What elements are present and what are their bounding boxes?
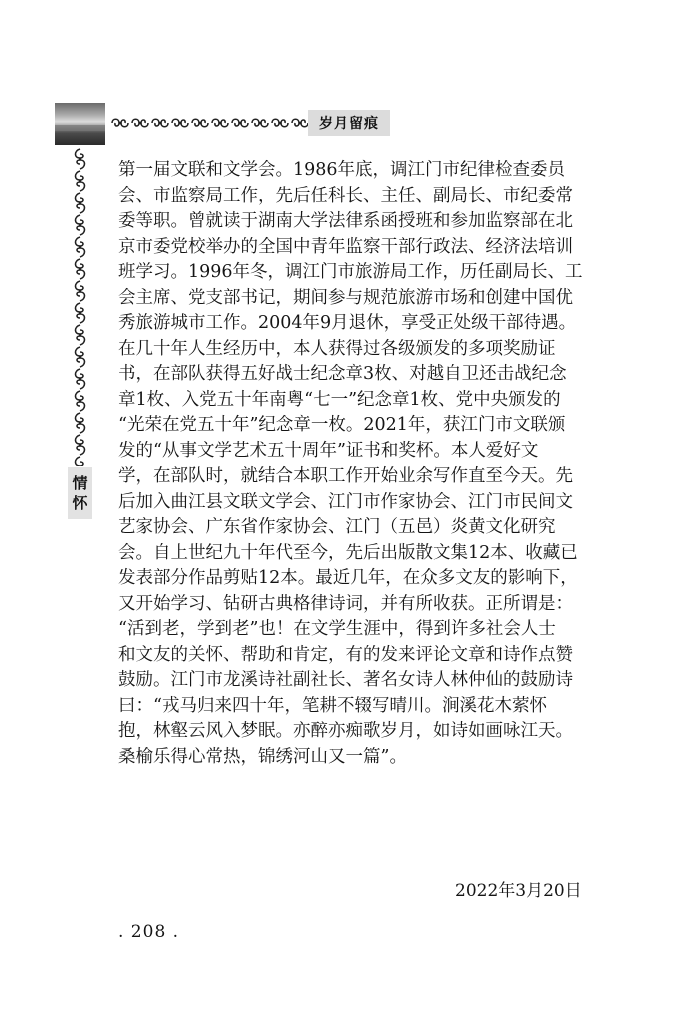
side-label-char: 情 <box>72 474 88 492</box>
photo-ridge <box>55 125 105 131</box>
text-line: 学，在部队时，就结合本职工作开始业余写作直至今天。先 <box>118 466 573 486</box>
text-line: 秀旅游城市工作。2004年9月退休，享受正处级干部待遇。 <box>118 313 577 333</box>
text-line: 又开始学习、钻研古典格律诗词，并有所收获。正所谓是： <box>118 593 573 614</box>
side-label-char: 怀 <box>72 494 88 512</box>
text-line: 书，在部队获得五好战士纪念章3枚、对越自卫还击战纪念 <box>118 364 567 384</box>
text-line: 章1枚、入党五十年南粤“七一”纪念章1枚、党中央颁发的 <box>118 389 561 410</box>
text-line: 京市委党校举办的全国中青年监察干部行政法、经济法培训 <box>118 236 573 257</box>
text-line: 第一届文联和文学会。1986年底，调江门市纪律检查委员 <box>118 160 566 180</box>
text-line: 曰：“戎马归来四十年，笔耕不辍写晴川。涧溪花木萦怀 <box>118 695 547 716</box>
text-line: 会主席、党支部书记，期间参与规范旅游市场和创建中国优 <box>118 287 573 308</box>
text-line: 班学习。1996年冬，调江门市旅游局工作，历任副局长、工 <box>118 262 583 282</box>
text-line: 鼓励。江门市龙溪诗社副社长、著名女诗人林仲仙的鼓励诗 <box>118 670 573 690</box>
text-line: “光荣在党五十年”纪念章一枚。2021年，获江门市文联颁 <box>118 415 566 435</box>
vertical-scroll-ornament-icon <box>70 148 90 466</box>
page-number: . 208 . <box>118 922 180 942</box>
text-line: “活到老，学到老”也！在文学生涯中，得到许多社会人士 <box>118 619 556 639</box>
text-line: 和文友的关怀、帮助和肯定，有的发来评论文章和诗作点赞 <box>118 644 573 665</box>
text-line: 抱，林壑云风入梦眠。亦醉亦痴歌岁月，如诗如画咏江天。 <box>118 721 573 741</box>
text-line: 后加入曲江县文联文学会、江门市作家协会、江门市民间文 <box>118 491 573 512</box>
text-line: 会。自上世纪九十年代至今，先后出版散文集12本、收藏已 <box>118 542 578 563</box>
side-section-label <box>68 467 92 519</box>
scroll-ornament-icon <box>110 116 310 130</box>
vertical-ornament-border <box>70 148 90 466</box>
text-line: 委等职。曾就读于湖南大学法律系函授班和参加监察部在北 <box>118 211 573 231</box>
header-photo <box>55 103 105 145</box>
text-line: 会、市监察局工作，先后任科长、主任、副局长、市纪委常 <box>118 185 573 206</box>
text-line: 发表部分作品剪贴12本。最近几年，在众多文友的影响下， <box>118 568 578 588</box>
section-title: 岁月留痕 <box>308 110 390 136</box>
body-text <box>118 158 593 770</box>
ornament-row <box>110 116 310 130</box>
text-line: 发的“从事文学艺术五十周年”证书和奖杯。本人爱好文 <box>118 440 539 461</box>
text-line: 桑榆乐得心常热，锦绣河山又一篇”。 <box>118 746 407 767</box>
text-line: 在几十年人生经历中，本人获得过各级颁发的多项奖励证 <box>118 338 556 359</box>
text-line: 艺家协会、广东省作家协会、江门（五邑）炎黄文化研究 <box>118 517 556 537</box>
signature-date: 2022年3月20日 <box>455 881 582 901</box>
